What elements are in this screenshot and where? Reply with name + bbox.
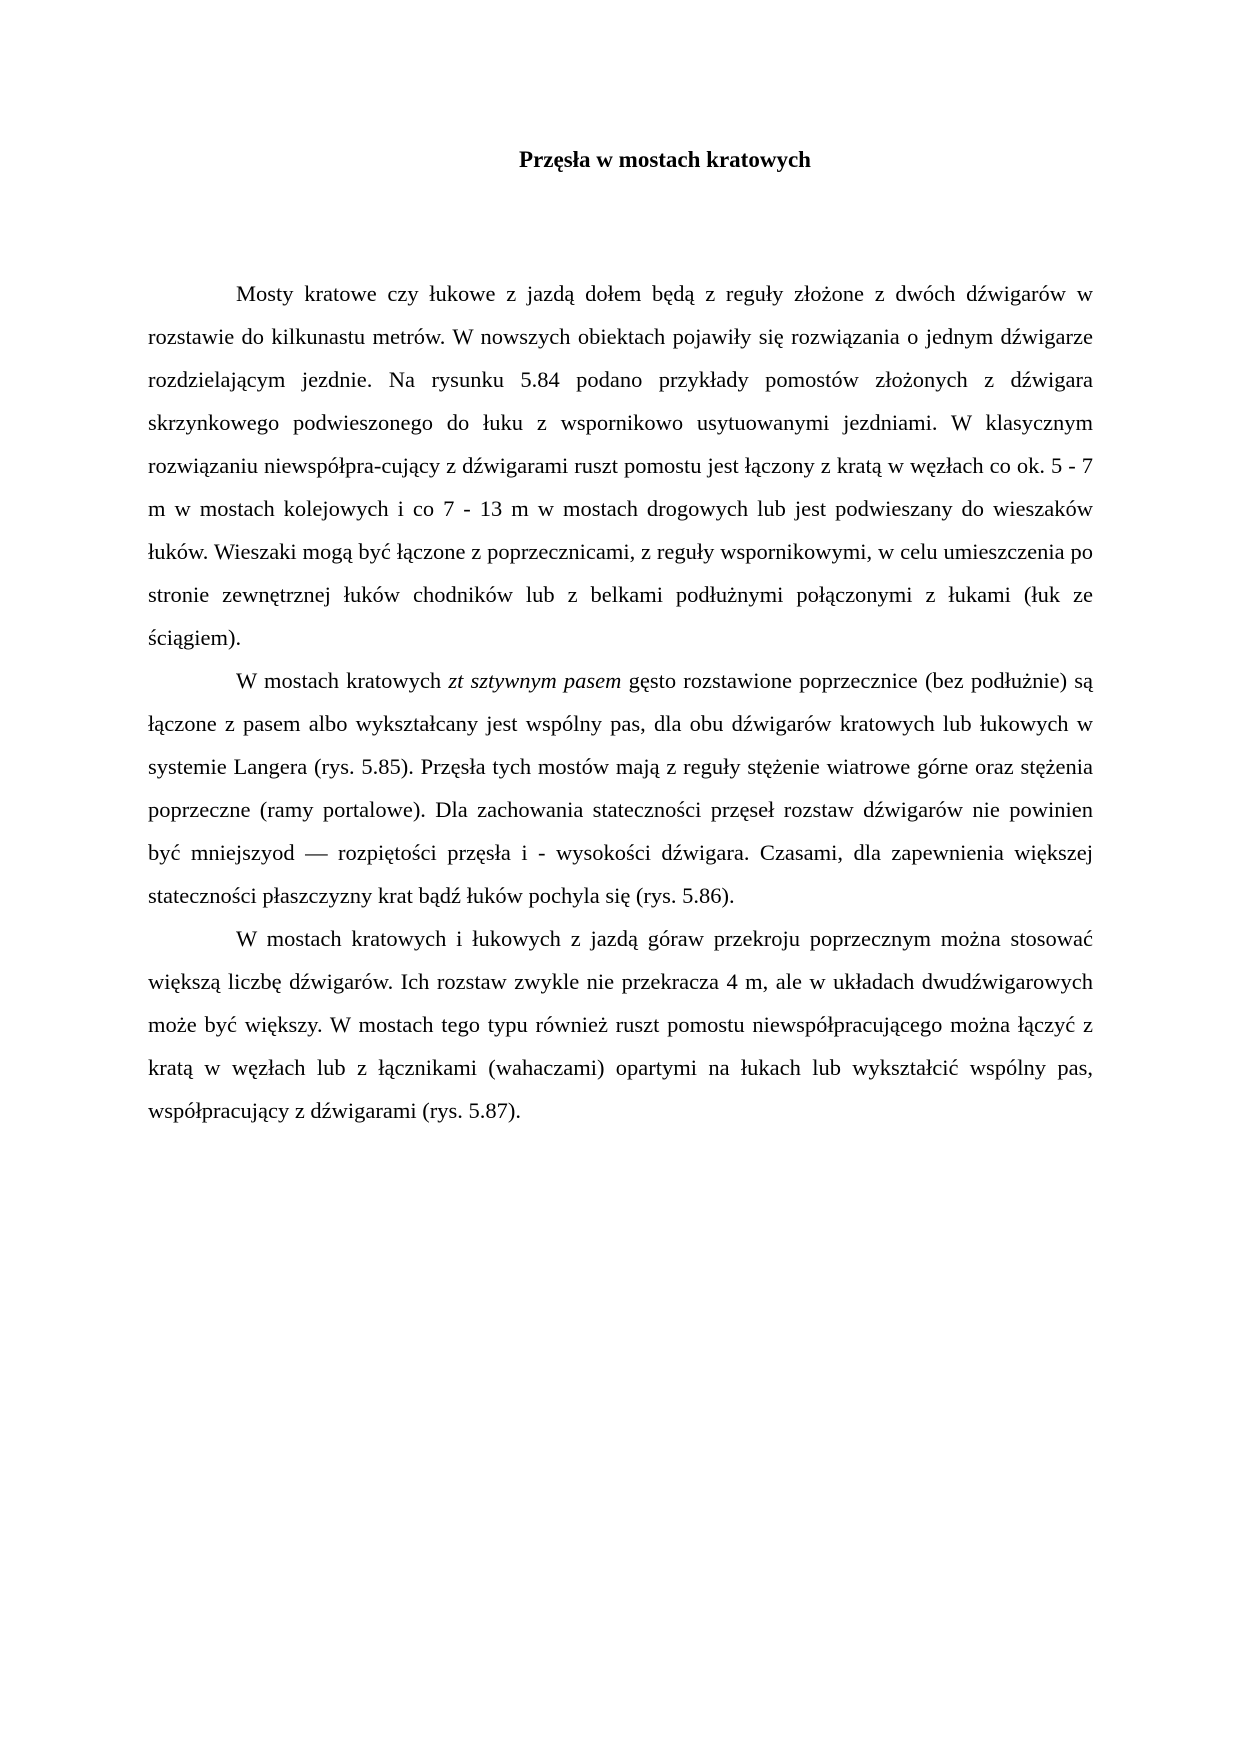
paragraph-3: W mostach kratowych i łukowych z jazdą góraw przekroju poprzecznym można stosować większą liczbę dźwigarów. Ich rozstaw zwykle nie przekracza 4 m, ale w układach dwudźwigarowych może być większy. W mostach tego typu również ruszt pomostu niewspółpracującego można łączyć z kratą w węzłach lub z łącznikami (wahaczami) opartymi na łukach lub wykształcić wspólny pas, współpracujący z dźwigarami (rys. 5.87). [148,926,1093,1123]
document-title: Przęsła w mostach kratowych [519,147,811,172]
paragraph-2-lead: W mostach kratowych [236,668,449,693]
paragraph-1: Mosty kratowe czy łukowe z jazdą dołem będą z reguły złożone z dwóch dźwigarów w rozstawie do kilkunastu metrów. W nowszych obiektach pojawiły się rozwiązania o jednym dźwigarze rozdzielającym jezdnie. Na rysunku 5.84 podano przykłady pomostów złożonych z dźwigara skrzynkowego podwieszonego do łuku z wspornikowo usytuowanymi jezdniami. W klasycznym rozwiązaniu niewspółpra-cujący z dźwigarami ruszt pomostu jest łączony z kratą w węzłach co ok. 5 - 7 m w mostach kolejowych i co 7 - 13 m w mostach drogowych lub jest podwieszany do wieszaków łuków. Wieszaki mogą być łączone z poprzecznicami, z reguły wspornikowymi, w celu umieszczenia po stronie zewnętrznej łuków chodników lub z belkami podłużnymi połączonymi z łukami (łuk ze ściągiem). [148,281,1093,650]
paragraph-2-rest: gęsto rozstawione poprzecznice (bez podłużnie) są łączone z pasem albo wykształcany jest wspólny pas, dla obu dźwigarów kratowych lub łukowych w systemie Langera (rys. 5.85). Przęsła tych mostów mają z reguły stężenie wiatrowe górne oraz stężenia poprzeczne (ramy portalowe). Dla zachowania stateczności przęseł rozstaw dźwigarów nie powinien być mniejszyod — rozpiętości przęsła i - wysokości dźwigara. Czasami, dla zapewnienia większej stateczności płaszczyzny krat bądź łuków pochyla się (rys. 5.86). [148,668,1093,908]
paragraph-2 [148,659,1093,917]
paragraph-2-italic-term: zt sztywnym pasem [448,668,622,693]
document-body [148,272,1093,1132]
